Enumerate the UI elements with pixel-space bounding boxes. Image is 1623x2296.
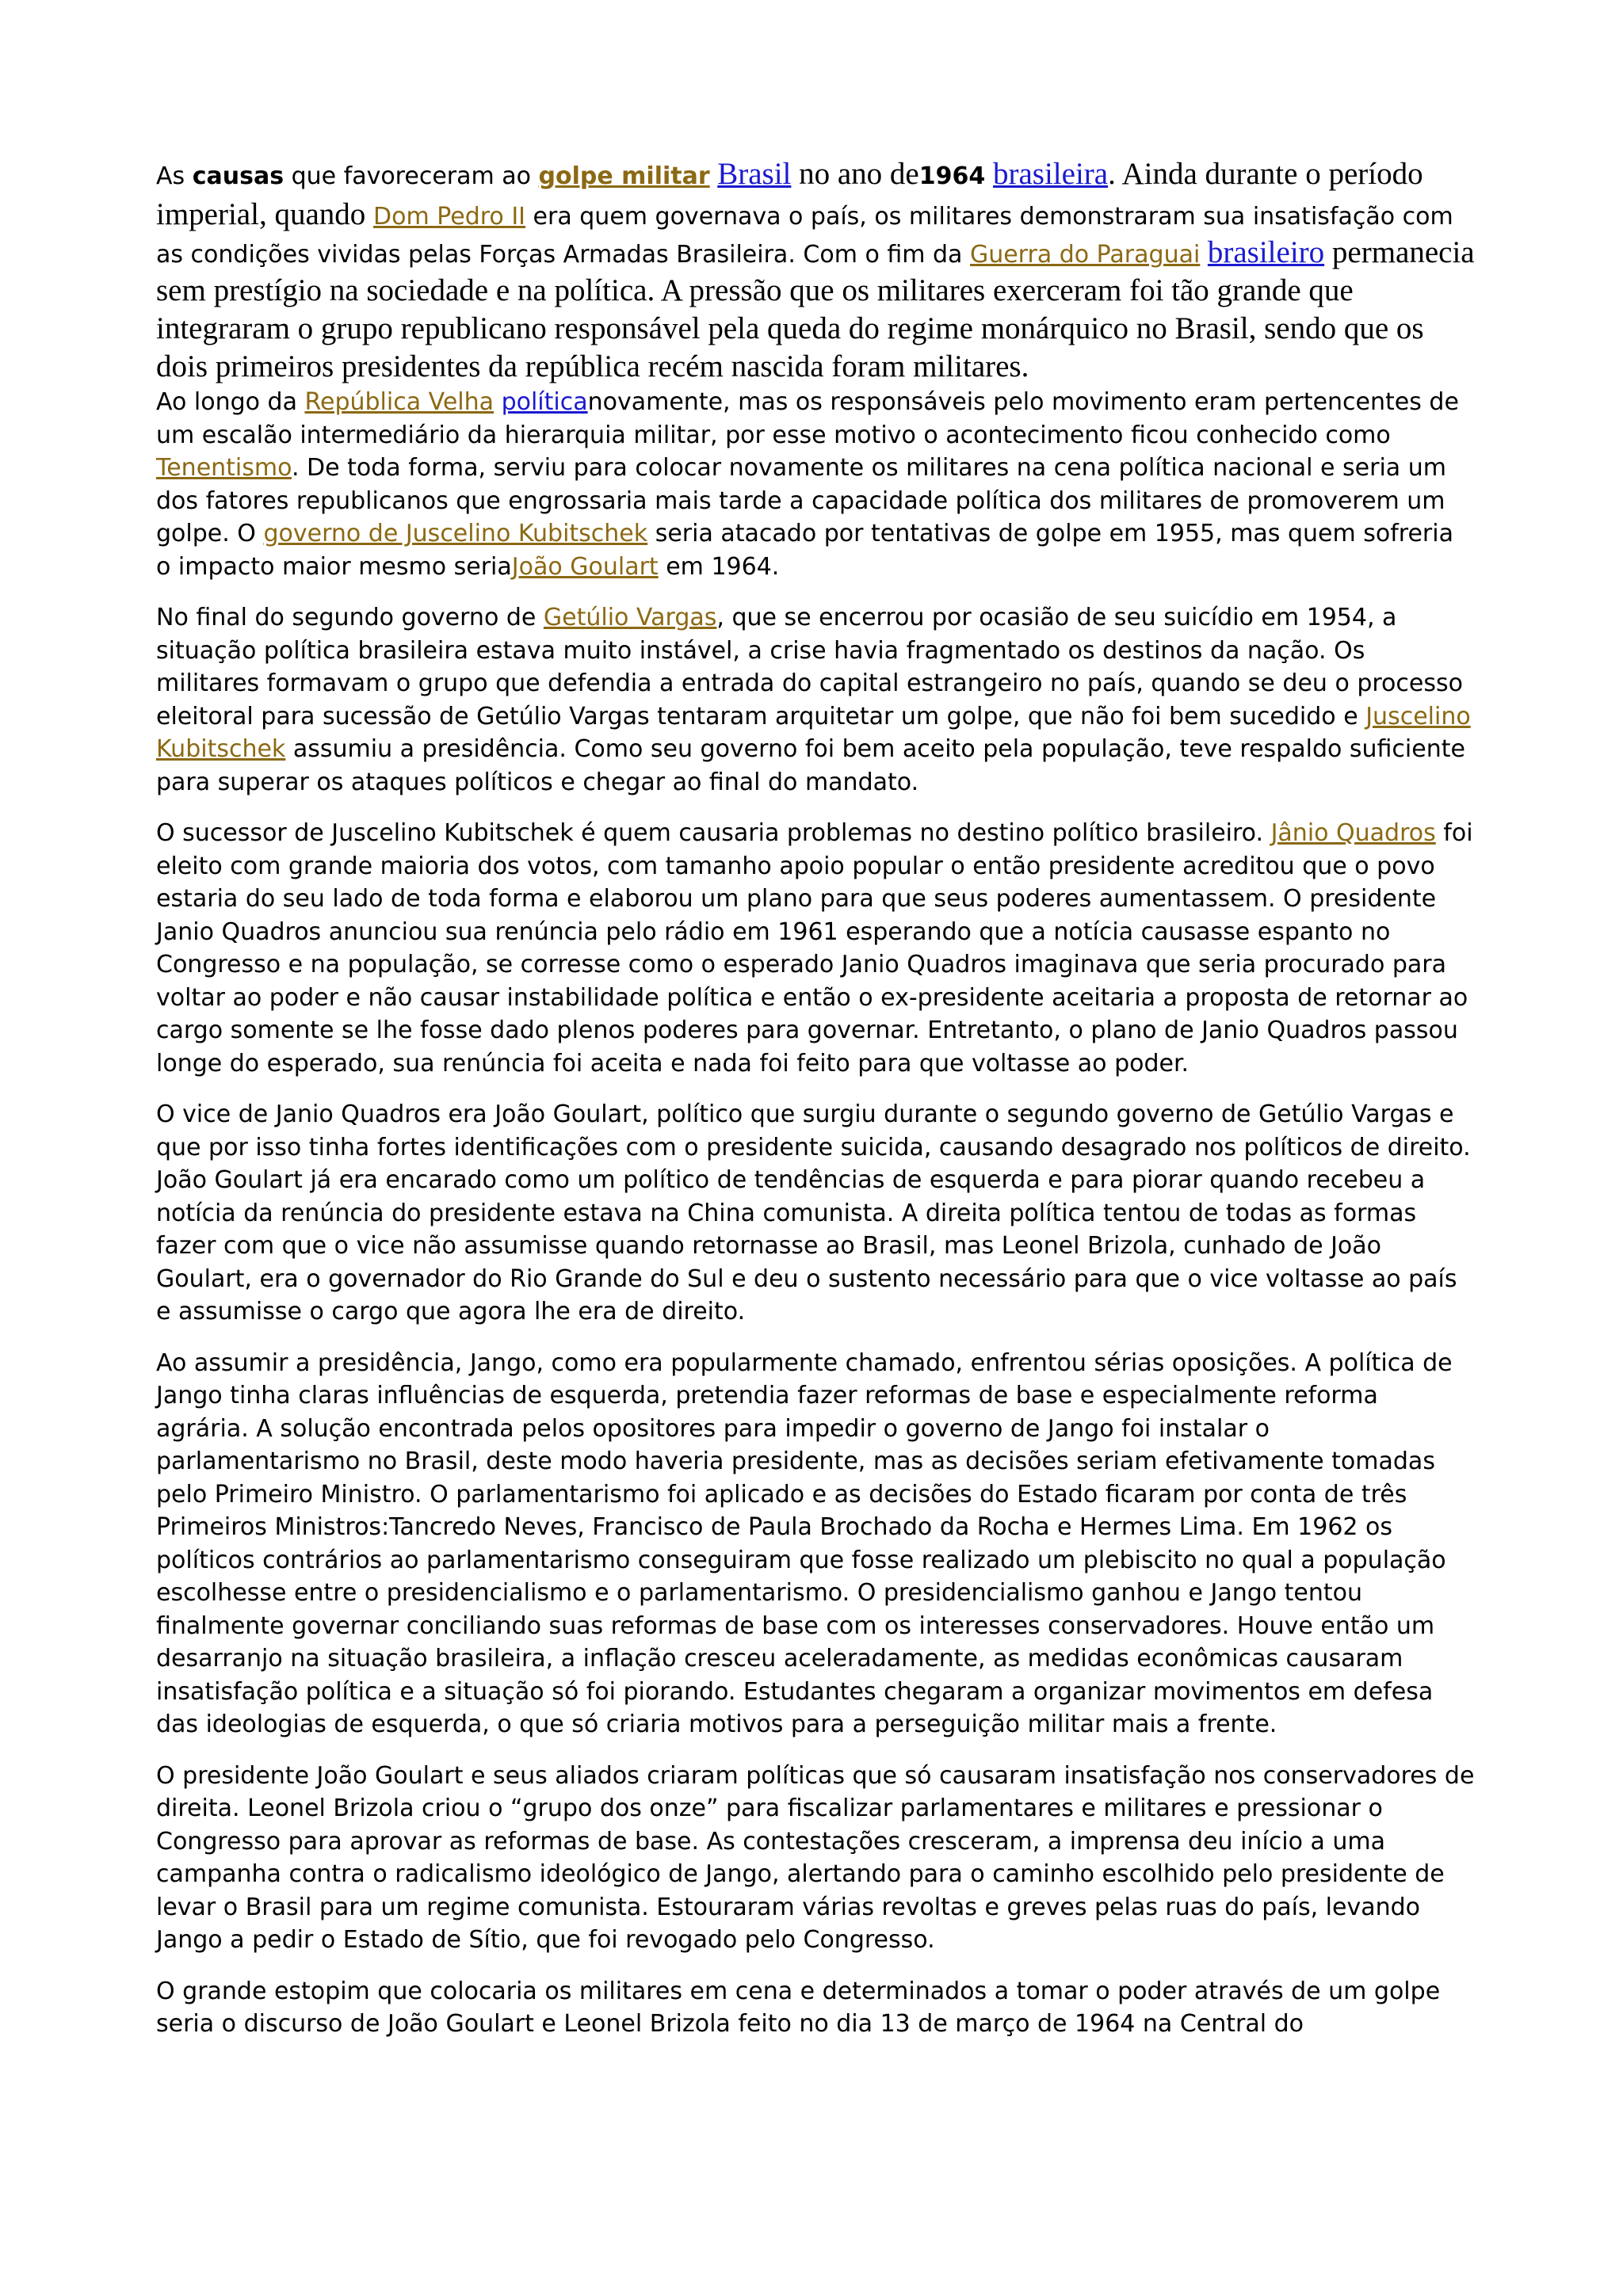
text — [494, 388, 502, 416]
text: no ano de — [791, 157, 919, 191]
bold-text: causas — [192, 162, 285, 190]
link-brasileiro[interactable]: brasileiro — [1207, 235, 1325, 269]
paragraph-6: Ao assumir a presidência, Jango, como era popularmente chamado, enfrentou sérias oposições. A política de Jango tinha claras influências de esquerda, pretendia fazer reformas de base e especialmente reforma agrária. A solução encontrada pelos opositores para impedir o governo de Jango foi instalar o parlamentarismo no Brasil, deste modo haveria presidente, mas as decisões seriam efetivamente tomadas pelo Primeiro Ministro. O parlamentarismo foi aplicado e as decisões do Estado ficaram por conta de três Primeiros Ministros:Tancredo Neves, Francisco de Paula Brochado da Rocha e Hermes Lima. Em 1962 os políticos contrários ao parlamentarismo conseguiram que fosse realizado um plebiscito no qual a população escolhesse entre o presidencialismo e o parlamentarismo. O presidencialismo ganhou e Jango tentou finalmente governar conciliando suas reformas de base com os interesses conservadores. Houve então um desarranjo na situação brasileira, a inflação cresceu aceleradamente, as medidas econômicas causaram insatisfação política e a situação só foi piorando. Estudantes chegaram a organizar movimentos em defesa das ideologias de esquerda, o que só criaria motivos para a perseguição militar mais a frente. — [156, 1348, 1453, 1738]
paragraph-4 — [156, 817, 1475, 1080]
document-page — [156, 155, 1475, 2059]
text: O sucessor de Juscelino Kubitschek é quem causaria problemas no destino político brasileiro. — [156, 819, 1271, 847]
text: foi eleito com grande maioria dos votos, com tamanho apoio popular o então presidente acreditou que o povo estaria do seu lado de toda forma e elaborou um plano para que seus poderes aumentassem. O presidente Janio Quadros anunciou sua renúncia pelo rádio em 1961 esperando que a notícia causasse espanto no Congresso e na população, se corresse como o esperado Janio Quadros imaginava que seria procurado para voltar ao poder e não causar instabilidade política e então o ex-presidente aceitaria a proposta de retornar ao cargo somente se lhe fosse dado plenos poderes para governar. Entretanto, o plano de Janio Quadros passou longe do esperado, sua renúncia foi aceita e nada foi feito para que voltasse ao poder. — [156, 819, 1473, 1077]
link-tenentismo[interactable]: Tenentismo — [156, 454, 292, 482]
text: que favoreceram ao — [284, 162, 539, 190]
link-governo-jk[interactable]: governo de Juscelino Kubitschek — [263, 520, 648, 547]
link-getulio-vargas[interactable]: Getúlio Vargas — [543, 604, 717, 631]
bold-year: 1964 — [918, 162, 986, 190]
text — [1200, 241, 1208, 269]
paragraph-5: O vice de Janio Quadros era João Goulart, político que surgiu durante o segundo governo de Getúlio Vargas e que por isso tinha fortes identificações com o presidente suicida, causando desagrado nos políticos de direito. João Goulart já era encarado como um político de tendências de esquerda e para piorar quando recebeu a notícia da renúncia do presidente estava na China comunista. A direita política tentou de todas as formas fazer com que o vice não assumisse quando retornasse ao Brasil, mas Leonel Brizola, cunhado de João Goulart, era o governador do Rio Grande do Sul e deu o sustento necessário para que o vice voltasse ao país e assumisse o cargo que agora lhe era de direito. — [156, 1100, 1471, 1325]
text: assumiu a presidência. Como seu governo foi bem aceito pela população, teve respaldo suficiente para superar os ataques políticos e chegar ao final do mandato. — [156, 735, 1465, 796]
text: novamente, mas os responsáveis pelo movimento eram pertencentes de um escalão intermediário da hierarquia militar, por esse motivo o acontecimento ficou conhecido como — [156, 388, 1459, 449]
link-joao-goulart[interactable]: João Goulart — [511, 552, 659, 581]
link-republica-velha[interactable]: República Velha — [304, 388, 495, 416]
link-brasil[interactable]: Brasil — [717, 157, 792, 191]
paragraph-8: O grande estopim que colocaria os militares em cena e determinados a tomar o poder através de um golpe seria o discurso de João Goulart e Leonel Brizola feito no dia 13 de março de 1964 na Central do — [156, 1977, 1441, 2038]
link-politica[interactable]: política — [501, 388, 588, 416]
paragraph-7: O presidente João Goulart e seus aliados criaram políticas que só causaram insatisfação nos conservadores de direita. Leonel Brizola criou o “grupo dos onze” para fiscalizar parlamentares e militares e pressionar o Congresso para aprovar as reformas de base. As contestações cresceram, a imprensa deu início a uma campanha contra o radicalismo ideológico de Jango, alertando para o caminho escolhido pelo presidente de levar o Brasil para um regime comunista. Estouraram várias revoltas e greves pelas ruas do país, levando Jango a pedir o Estado de Sítio, que foi revogado pelo Congresso. — [156, 1761, 1475, 1954]
text: permanecia sem prestígio na sociedade e na política. A pressão que os militares exerceram foi tão grande que integraram o grupo republicano responsável pela queda do regime monárquico no Brasil, sendo que os dois primeiros presidentes da república recém nascida foram militares. — [156, 235, 1475, 383]
text: . De toda forma, serviu para colocar novamente os militares na cena política nacional e seria um dos fatores republicanos que engrossaria mais tarde a capacidade política dos militares de promoverem um golpe. O — [156, 454, 1446, 547]
paragraph-2 — [156, 386, 1475, 583]
text: . Ainda durante o período imperial, quando — [156, 157, 1423, 231]
text: No final do segundo governo de — [156, 604, 544, 631]
link-golpe-militar[interactable]: golpe militar — [538, 162, 710, 190]
link-janio-quadros[interactable]: Jânio Quadros — [1270, 819, 1436, 847]
paragraph-1 — [156, 155, 1475, 386]
link-guerra-do-paraguai[interactable]: Guerra do Paraguai — [969, 241, 1201, 269]
text — [985, 157, 993, 191]
text — [710, 162, 718, 190]
text: era quem governava o país, os militares demonstraram sua insatisfação com as condições vividas pelas Forças Armadas Brasileira. Com o fim da — [156, 203, 1453, 269]
link-dom-pedro-ii[interactable]: Dom Pedro II — [373, 203, 526, 231]
text: , que se encerrou por ocasião de seu suicídio em 1954, a situação política brasileira estava muito instável, a crise havia fragmentado os destinos da nação. Os militares formavam o grupo que defendia a entrada do capital estrangeiro no país, quando se deu o processo eleitoral para sucessão de Getúlio Vargas tentaram arquitetar um golpe, que não foi bem sucedido e — [156, 604, 1463, 730]
paragraph-3 — [156, 601, 1475, 799]
link-juscelino-kubitschek[interactable]: Juscelino Kubitschek — [156, 702, 1471, 763]
text: em 1964. — [658, 552, 780, 581]
text: seria atacado por tentativas de golpe em 1955, mas quem sofreria o impacto maior mesmo seria — [156, 520, 1453, 581]
text: Ao longo da — [156, 388, 305, 416]
text: As — [156, 162, 193, 190]
link-brasileira[interactable]: brasileira — [993, 157, 1109, 191]
